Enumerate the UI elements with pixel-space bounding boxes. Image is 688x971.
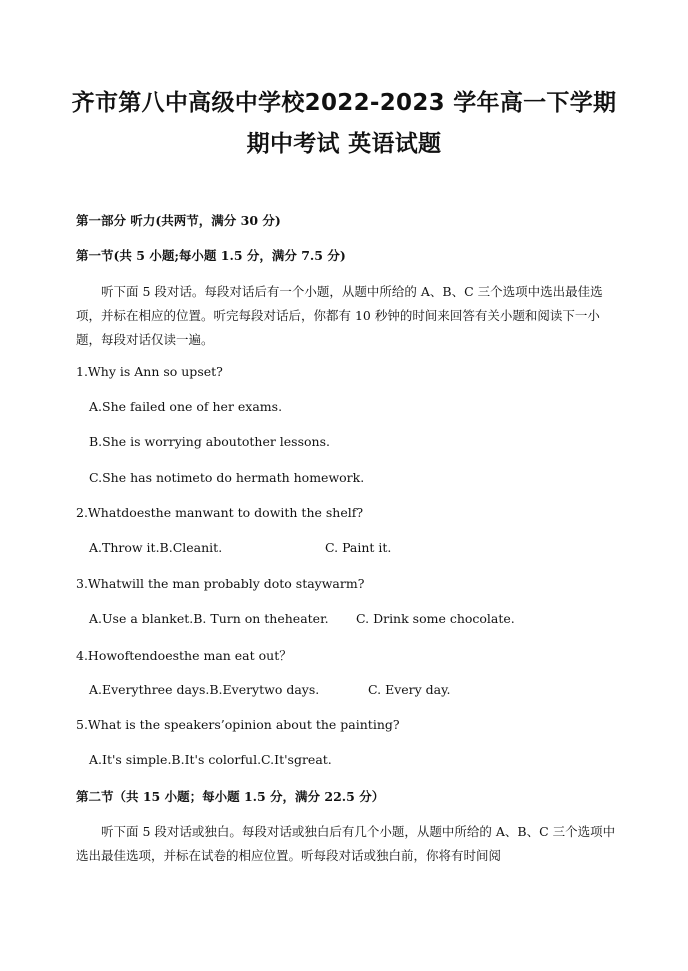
- section1-instruction: 听下面 5 段对话。每段对话后有一个小题，从题中所给的 A、B、C 三个选项中选出最佳选项，并标在相应的位置。听完每段对话后，你都有 10 秒钟的时间来回答有关小题和阅读下一小题，每段对话仅读一遍。: [76, 284, 603, 347]
- section2-heading: 第二节（共 15 小题；每小题 1.5 分，满分 22.5 分）: [76, 789, 385, 804]
- question-4: 4.Howoftendoesthe man eat out？: [76, 648, 292, 663]
- question-5-options: A.It's simple.B.It's colorful.C.It'sgreat.: [89, 752, 332, 767]
- question-1-option-c: C.She has notimeto do hermath homework.: [89, 470, 365, 485]
- section1-heading: 第一节(共 5 小题;每小题 1.5 分，满分 7.5 分): [76, 248, 346, 263]
- question-4-option-c: C. Every day.: [368, 682, 451, 697]
- question-1: 1.Why is Ann so upset?: [76, 364, 223, 379]
- exam-title-line2: 期中考试 英语试题: [246, 131, 442, 157]
- question-2-option-c: C. Paint it.: [325, 540, 392, 555]
- question-2: 2.Whatdoesthe manwant to dowith the shelf?: [76, 505, 364, 520]
- question-3-options-ab: A.Use a blanket.B. Turn on theheater.: [89, 611, 329, 626]
- question-1-option-a: A.She failed one of her exams.: [89, 399, 283, 414]
- section2-instruction: 听下面 5 段对话或独白。每段对话或独白后有几个小题，从题中所给的 A、B、C 三个选项中选出最佳选项，并标在试卷的相应位置。听每段对话或独白前，你将有时间阅: [76, 824, 616, 863]
- question-3: 3.Whatwill the man probably doto staywarm?: [76, 576, 365, 591]
- question-2-options-ab: A.Throw it.B.Cleanit.: [89, 540, 223, 555]
- question-3-option-c: C. Drink some chocolate.: [356, 611, 515, 626]
- exam-title-line1: 齐市第八中高级中学校2022-2023 学年高一下学期: [71, 90, 617, 116]
- question-5: 5.What is the speakers’opinion about the painting?: [76, 717, 400, 732]
- question-1-option-b: B.She is worrying aboutother lessons.: [89, 434, 330, 449]
- question-4-options-ab: A.Everythree days.B.Everytwo days.: [89, 682, 320, 697]
- part1-heading: 第一部分 听力(共两节，满分 30 分): [76, 213, 281, 228]
